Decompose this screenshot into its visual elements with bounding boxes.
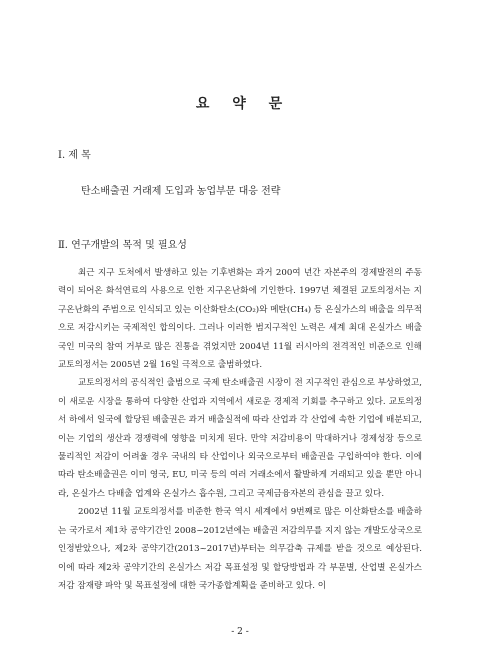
page-title: 요 약 문 bbox=[195, 96, 285, 112]
paragraph: 최근 지구 도처에서 발생하고 있는 기후변화는 과거 200여 년간 자본주의 경제발전의 주동력이 되어온 화석연료의 사용으로 인한 지구온난화에 기인한다. 1997년 체결된 교토의정서는 지구온난화의 주범으로 인식되고 있는 이산화탄소(CO₂)와 메탄(CH₄) 등 온실가스의 배출을 의무적으로 저감시키는 국제적인 합의이다. 그러나 이러한 범지구적인 노력은 세계 최대 온실가스 배출국인 미국의 참여 거부로 많은 진통을 겪었지만 2004년 11월 러시아의 전격적인 비준으로 인해 교토의정서는 2005년 2월 16일 극적으로 출범하였다. bbox=[58, 268, 422, 371]
paragraph: 교토의정서의 공식적인 출범으로 국제 탄소배출권 시장이 전 지구적인 관심으로 부상하였고, 이 새로운 시장을 통하여 다양한 산업과 지역에서 새로운 경제적 기회를 추구하고 있다. 교토의정서 하에서 일국에 할당된 배출권은 과거 배출실적에 따라 산업과 각 산업에 속한 기업에 배분되고, 이는 기업의 생산과 경쟁력에 영향을 미치게 된다. 만약 저감비용이 막대하거나 경제성장 등으로 물리적인 저감이 어려울 경우 국내의 타 산업이나 외국으로부터 배출권을 구입하여야 한다. 이에 따라 탄소배출권은 이미 영국, EU, 미국 등의 여러 거래소에서 활발하게 거래되고 있을 뿐만 아니라, 온실가스 다배출 업계와 온실가스 흡수원, 그리고 국제금융자본의 관심을 끌고 있다. bbox=[58, 378, 422, 499]
paragraph: 2002년 11월 교토의정서를 비준한 한국 역시 세계에서 9번째로 많은 이산화탄소를 배출하는 국가로서 제1차 공약기간인 2008~2012년에는 배출권 저감의무를 지지 않는 개발도상국으로 인정받았으나, 제2차 공약기간(2013~2017년)부터는 의무감축 규제를 받을 것으로 예상된다. 이에 따라 제2차 공약기간의 온실가스 저감 목표설정 및 할당방법과 각 부문별, 산업별 온실가스 저감 잠재량 파악 및 목표설정에 대한 국가종합계획을 준비하고 있다. 이 bbox=[58, 507, 422, 591]
page-number: - 2 - bbox=[231, 627, 249, 637]
section-heading-title: Ⅰ. 제 목 bbox=[58, 150, 91, 161]
body-text bbox=[58, 264, 422, 595]
report-subtitle: 탄소배출권 거래제 도입과 농업부문 대응 전략 bbox=[81, 186, 281, 197]
section-heading-purpose: Ⅱ. 연구개발의 목적 및 필요성 bbox=[58, 240, 187, 251]
